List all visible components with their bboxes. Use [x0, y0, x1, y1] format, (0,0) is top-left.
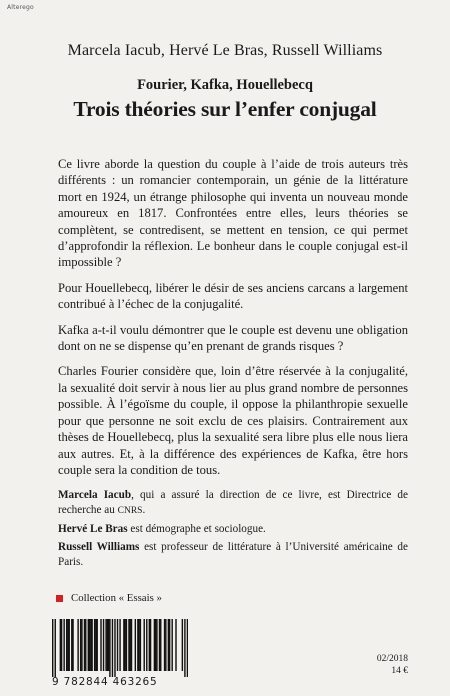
- bio-name: Hervé Le Bras: [58, 523, 128, 535]
- blurb-paragraph: Charles Fourier considère que, loin d’être réservée à la conjugalité, la sexualité doit servir à nous lier au plus grand nombre de personnes possible. À l’égoïsme du couple, il oppose la philanthropie sexuelle pour que personne ne soit exclu de ces plaisirs. Contrairement aux thèses de Houellebecq, plus la sexualité sera libre plus elle nous liera aux autres. Et, à la différence des expériences de Kafka, être hors couple sera la condition de tous.: [58, 364, 408, 477]
- barcode-digits: 9 782844 463265: [52, 676, 158, 688]
- blurb-paragraph: Pour Houellebecq, libérer le désir de ses anciens carcans a largement contribué à l’échec de la conjugalité.: [58, 280, 408, 312]
- bio-name: Marcela Iacub: [58, 489, 132, 501]
- bio-end: .: [142, 504, 146, 516]
- barcode: [52, 619, 188, 688]
- bio-org: CNRS: [117, 506, 143, 516]
- book-subtitle: Fourier, Kafka, Houellebecq: [137, 77, 313, 93]
- bio-text: est démographe et sociologue.: [127, 523, 266, 535]
- red-square-icon: [56, 595, 63, 602]
- blurb-paragraph: Ce livre aborde la question du couple à l’aide de trois auteurs très différents : un romancier contemporain, un génie de la littérature mort en 1924, un étrange philosophe qui inventa un nouveau monde amoureux en 1817. Confrontées entre elles, leurs théories se complètent, se contredisent, se mettent en tension, ce qui permet d’approfondir la réflexion. Le bonheur dans le couple conjugal est-il impossible ?: [58, 157, 408, 270]
- bio-text: est professeur de littérature à l’Université américaine de Paris.: [58, 541, 408, 568]
- bio-iacub: [58, 488, 408, 519]
- blurb-paragraph: Kafka a-t-il voulu démontrer que le couple est devenu une obligation dont on ne se dispense qu’en prenant de grands risques ?: [58, 322, 408, 354]
- corner-mark: Alterego: [7, 4, 34, 11]
- bio-text: , qui a assuré la direction de ce livre, est Directrice de recherche au: [58, 489, 408, 516]
- collection-label: Collection « Essais »: [71, 592, 162, 604]
- bio-le-bras: [58, 522, 408, 537]
- barcode-bars: [52, 619, 188, 677]
- bio-name: Russell Williams: [58, 541, 140, 553]
- bio-williams: [58, 540, 408, 570]
- book-title: Trois théories sur l’enfer conjugal: [73, 97, 377, 121]
- collection-line: [56, 592, 162, 604]
- author-bios: [58, 488, 408, 573]
- back-cover-blurb: [58, 156, 408, 487]
- publication-date: 02/2018: [376, 654, 408, 664]
- price: 14 €: [391, 666, 408, 676]
- authors-line: Marcela Iacub, Hervé Le Bras, Russell Williams: [67, 42, 383, 59]
